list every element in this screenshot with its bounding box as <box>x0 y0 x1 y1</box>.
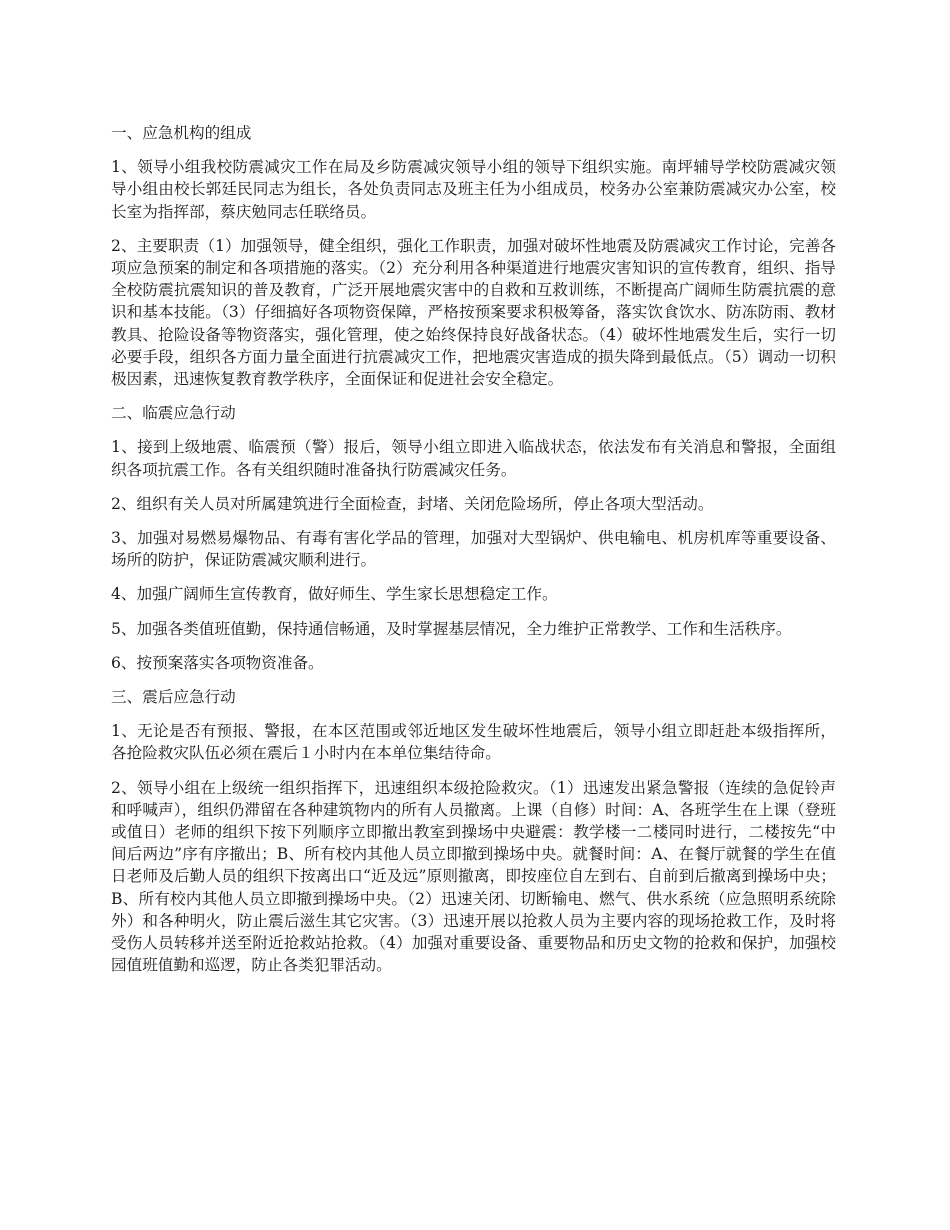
document-body <box>111 122 836 989</box>
paragraph-pre-quake-4: 4、加强广阔师生宣传教育，做好师生、学生家长思想稳定工作。 <box>111 585 558 604</box>
paragraph-pre-quake-6: 6、按预案落实各项物资准备。 <box>111 653 324 672</box>
paragraph-leading-group: 1、领导小组我校防震减灾工作在局及乡防震减灾领导小组的领导下组织实施。南坪辅导学校防震减灾领导小组由校长郭廷民同志为组长，各处负责同志及班主任为小组成员，校务办公室兼防震减灾办公室，校长室为指挥部，蔡庆勉同志任联络员。 <box>111 158 836 221</box>
paragraph-main-duties: 2、主要职责（1）加强领导，健全组织，强化工作职责，加强对破坏性地震及防震减灾工作讨论，完善各项应急预案的制定和各项措施的落实。（2）充分利用各种渠道进行地震灾害知识的宣传教育，组织、指导全校防震抗震知识的普及教育，广泛开展地震灾害中的自救和互救训练，不断提高广阔师生防震抗震的意识和基本技能。（3）仔细搞好各项物资保障，严格按预案要求积极筹备，落实饮食饮水、防冻防雨、教材教具、抢险设备等物资落实，强化管理，使之始终保持良好战备状态。（4）破坏性地震发生后，实行一切必要手段，组织各方面力量全面进行抗震减灾工作，把地震灾害造成的损失降到最低点。（5）调动一切积极因素，迅速恢复教育教学秩序，全面保证和促进社会安全稳定。 <box>111 236 836 389</box>
paragraph-post-quake-2: 2、领导小组在上级统一组织指挥下，迅速组织本级抢险救灾。（1）迅速发出紧急警报（连续的急促铃声和呼喊声），组织仍滞留在各种建筑物内的所有人员撤离。上课（自修）时间：A、各班学生在上课（登班或值日）老师的组织下按下列顺序立即撤出教室到操场中央避震：教学楼一二楼同时进行，二楼按先“中间后两边”序有序撤出；B、所有校内其他人员立即撤到操场中央。就餐时间：A、在餐厅就餐的学生在值日老师及后勤人员的组织下按离出口“近及远”原则撤离，即按座位自左到右、自前到后撤离到操场中央；B、所有校内其他人员立即撤到操场中央。（2）迅速关闭、切断输电、燃气、供水系统（应急照明系统除外）和各种明火，防止震后滋生其它灾害。（3）迅速开展以抢救人员为主要内容的现场抢救工作，及时将受伤人员转移并送至附近抢救站抢救。（4）加强对重要设备、重要物品和历史文物的抢救和保护，加强校园值班值勤和巡逻，防止各类犯罪活动。 <box>111 778 836 975</box>
paragraph-pre-quake-5: 5、加强各类值班值勤，保持通信畅通，及时掌握基层情况，全力维护正常教学、工作和生活秩序。 <box>111 619 792 638</box>
section-heading-post-quake: 三、震后应急行动 <box>111 688 236 707</box>
paragraph-pre-quake-2: 2、组织有关人员对所属建筑进行全面检查，封堵、关闭危险场所，停止各项大型活动。 <box>111 494 714 513</box>
paragraph-post-quake-1: 1、无论是否有预报、警报，在本区范围或邻近地区发生破坏性地震后，领导小组立即赶赴本级指挥所，各抢险救灾队伍必须在震后１小时内在本单位集结待命。 <box>111 722 836 763</box>
section-heading-pre-quake: 二、临震应急行动 <box>111 404 236 423</box>
paragraph-pre-quake-3: 3、加强对易燃易爆物品、有毒有害化学品的管理，加强对大型锅炉、供电输电、机房机库等重要设备、场所的防护，保证防震减灾顺利进行。 <box>111 529 836 570</box>
paragraph-pre-quake-1: 1、接到上级地震、临震预（警）报后，领导小组立即进入临战状态，依法发布有关消息和警报，全面组织各项抗震工作。各有关组织随时准备执行防震减灾任务。 <box>111 438 836 479</box>
section-heading-organization: 一、应急机构的组成 <box>111 124 252 142</box>
